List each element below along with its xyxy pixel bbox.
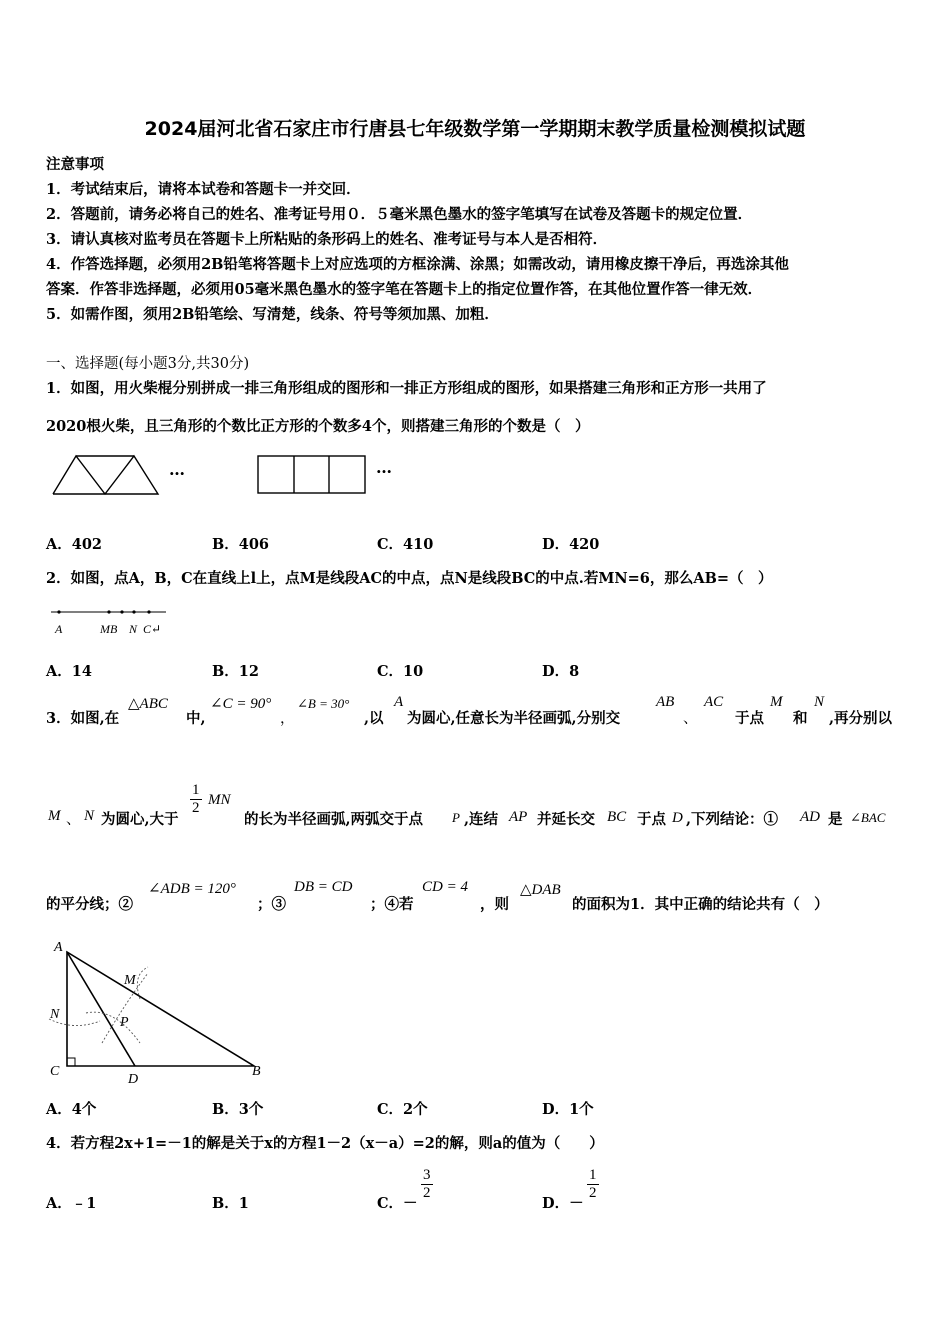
math-p: P: [452, 810, 460, 825]
label-p: P: [120, 1015, 129, 1030]
fraction-one-half: [190, 782, 202, 817]
question-3-text: 的平分线；②: [46, 896, 133, 913]
option-c[interactable]: C．10: [377, 663, 424, 680]
question-3-text: 为圆心,任意长为半径画弧,分别交: [407, 710, 621, 727]
label-m: M: [124, 973, 136, 988]
notice-item: 1．考试结束后，请将本试卷和答题卡一并交回．: [46, 181, 361, 198]
triangles-figure: [50, 452, 162, 498]
question-3-text: ,再分别以: [829, 710, 893, 727]
ellipsis: …: [376, 458, 392, 477]
notice-item: 5．如需作图，须用2B铅笔绘、写清楚，线条、符号等须加黑、加粗．: [46, 306, 499, 323]
question-3-text: 并延长交: [537, 811, 595, 828]
option-a[interactable]: A．14: [46, 663, 92, 680]
option-d[interactable]: D．1个: [542, 1101, 594, 1118]
option-d[interactable]: D．8: [542, 663, 580, 680]
label-c: C↵: [143, 622, 162, 636]
question-3-text: 是: [828, 811, 843, 828]
option-c[interactable]: C．－: [377, 1195, 418, 1212]
triangle-figure: [44, 935, 272, 1087]
question-3-text: ,以: [364, 710, 384, 727]
math-point-a: A: [394, 694, 404, 710]
notice-item: 答案．作答非选择题，必须用05毫米黑色墨水的签字笔在答题卡上的指定位置作答，在其他位置作答一律无效．: [46, 281, 763, 298]
fraction-option-c: [421, 1167, 433, 1202]
fraction-option-d: [587, 1167, 599, 1202]
option-c[interactable]: C．2个: [377, 1101, 428, 1118]
question-3-text: 的面积为1．其中正确的结论共有（ ）: [572, 896, 829, 913]
notice-item: 2．答题前，请务必将自己的姓名、准考证号用０．５毫米黑色墨水的签字笔填写在试卷及答题卡的规定位置．: [46, 206, 753, 223]
option-d[interactable]: D．420: [542, 536, 600, 553]
math-angle-c: ∠C = 90°: [210, 696, 272, 712]
math-bc: BC: [607, 809, 627, 825]
math-angle-bac: ∠BAC: [850, 810, 886, 825]
question-3-text: 为圆心,大于: [101, 811, 179, 828]
page-title: 2024届河北省石家庄市行唐县七年级数学第一学期期末教学质量检测模拟试题: [144, 118, 806, 140]
question-3-text: 、: [66, 812, 81, 828]
question-3-text: 中,: [186, 710, 206, 727]
fraction-numerator: 3: [423, 1167, 431, 1183]
option-d[interactable]: D．－: [542, 1195, 584, 1212]
label-d: D: [128, 1072, 139, 1087]
math-angle-adb: ∠ADB = 120°: [148, 881, 236, 897]
option-b[interactable]: B．406: [212, 536, 270, 553]
option-a[interactable]: A．402: [46, 536, 103, 553]
question-3-text: ；④若: [370, 896, 414, 913]
math-d: D: [672, 810, 683, 826]
option-b[interactable]: B．12: [212, 663, 259, 680]
notice-heading: 注意事项: [46, 156, 104, 173]
notice-item: 4．作答选择题，必须用2B铅笔将答题卡上对应选项的方框涂满、涂黑；如需改动，请用橡皮擦干净后，再选涂其他: [46, 256, 789, 273]
question-3-text: 的长为半径画弧,两弧交于点: [244, 811, 424, 828]
label-b: B: [252, 1064, 261, 1079]
math-ap: AP: [509, 809, 528, 825]
question-3-text: ,下列结论：①: [686, 811, 779, 828]
question-3-text: 3．如图,在: [46, 710, 120, 727]
option-b[interactable]: B．3个: [212, 1101, 264, 1118]
math-n: N: [84, 808, 95, 824]
math-ab: AB: [656, 694, 675, 710]
math-triangle-abc: △ABC: [128, 696, 168, 712]
math-triangle-dab: △DAB: [520, 882, 561, 898]
math-angle-b: ∠B = 30°: [297, 696, 350, 711]
question-3-text: ，: [280, 711, 295, 727]
option-c[interactable]: C．410: [377, 536, 434, 553]
fraction-numerator: 1: [192, 782, 200, 798]
question-3-text: 和: [793, 710, 808, 727]
math-m: M: [48, 808, 61, 824]
question-3-text: 、: [683, 711, 698, 727]
math-ad: AD: [800, 809, 820, 825]
math-ac: AC: [704, 694, 724, 710]
question-3-text: ,连结: [464, 811, 499, 828]
fraction-numerator: 1: [589, 1167, 597, 1183]
question-3-text: ；③: [257, 896, 286, 913]
fraction-denominator: 2: [192, 800, 200, 816]
fraction-denominator: 2: [589, 1185, 597, 1201]
question-3-text: ，则: [480, 896, 509, 913]
label-mb: MB: [100, 622, 118, 636]
label-a: A: [55, 622, 63, 636]
section-heading: 一、选择题(每小题3分,共30分): [46, 356, 250, 372]
math-n: N: [814, 694, 825, 710]
notice-item: 3．请认真核对监考员在答题卡上所粘贴的条形码上的姓名、准考证号与本人是否相符．: [46, 231, 608, 248]
question-1-text: 1．如图，用火柴棍分别拼成一排三角形组成的图形和一排正方形组成的图形，如果搭建三角形和正方形一共用了: [46, 380, 767, 397]
fraction-denominator: 2: [423, 1185, 431, 1201]
question-1-text: 2020根火柴，且三角形的个数比正方形的个数多4个，则搭建三角形的个数是（ ）: [46, 418, 590, 435]
math-mn: MN: [208, 792, 231, 808]
number-line-figure: [48, 603, 170, 641]
label-a: A: [54, 940, 63, 955]
math-cd-4: CD = 4: [422, 879, 468, 895]
squares-figure: [256, 454, 368, 496]
option-a[interactable]: A．﹣1: [46, 1195, 97, 1212]
question-3-text: 于点: [735, 710, 764, 727]
math-m: M: [770, 694, 783, 710]
question-2-text: 2．如图，点A，B，C在直线上l上，点M是线段AC的中点，点N是线段BC的中点.若MN=6，那么AB=（ ）: [46, 570, 773, 587]
label-n: N: [129, 622, 138, 636]
option-a[interactable]: A．4个: [46, 1101, 97, 1118]
label-c: C: [50, 1064, 60, 1079]
option-b[interactable]: B．1: [212, 1195, 249, 1212]
label-n: N: [50, 1007, 60, 1022]
math-db-cd: DB = CD: [294, 879, 353, 895]
ellipsis: …: [169, 460, 185, 479]
question-3-text: 于点: [637, 811, 666, 828]
question-4-text: 4．若方程2x+1=－1的解是关于x的方程1－2（x－a）=2的解，则a的值为（ ）: [46, 1135, 604, 1152]
